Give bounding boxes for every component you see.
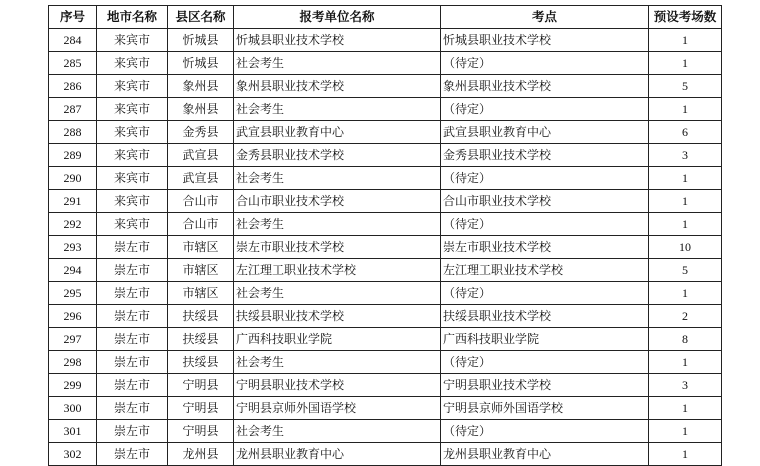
serial-no-cell: 284 xyxy=(49,29,97,52)
room-count-cell: 1 xyxy=(649,29,722,52)
header-serial-no: 序号 xyxy=(49,6,97,29)
county-name-cell: 宁明县 xyxy=(168,420,234,443)
table-row xyxy=(49,52,722,75)
table-row xyxy=(49,98,722,121)
city-name-cell: 崇左市 xyxy=(97,351,168,374)
room-count-cell: 1 xyxy=(649,190,722,213)
table-row xyxy=(49,374,722,397)
unit-name-cell: 左江理工职业技术学校 xyxy=(234,259,441,282)
city-name-cell: 来宾市 xyxy=(97,52,168,75)
header-unit-name: 报考单位名称 xyxy=(234,6,441,29)
exam-site-cell: 武宣县职业教育中心 xyxy=(441,121,649,144)
room-count-cell: 1 xyxy=(649,52,722,75)
room-count-cell: 2 xyxy=(649,305,722,328)
room-count-cell: 3 xyxy=(649,374,722,397)
exam-site-cell: 广西科技职业学院 xyxy=(441,328,649,351)
table-row xyxy=(49,305,722,328)
room-count-cell: 6 xyxy=(649,121,722,144)
exam-site-cell: 金秀县职业技术学校 xyxy=(441,144,649,167)
room-count-cell: 1 xyxy=(649,443,722,466)
exam-site-cell: （待定） xyxy=(441,351,649,374)
exam-site-cell: （待定） xyxy=(441,213,649,236)
city-name-cell: 来宾市 xyxy=(97,167,168,190)
serial-no-cell: 292 xyxy=(49,213,97,236)
table-row xyxy=(49,121,722,144)
city-name-cell: 来宾市 xyxy=(97,29,168,52)
unit-name-cell: 宁明县职业技术学校 xyxy=(234,374,441,397)
room-count-cell: 1 xyxy=(649,282,722,305)
serial-no-cell: 297 xyxy=(49,328,97,351)
unit-name-cell: 广西科技职业学院 xyxy=(234,328,441,351)
room-count-cell: 1 xyxy=(649,98,722,121)
header-room-count: 预设考场数 xyxy=(649,6,722,29)
unit-name-cell: 扶绥县职业技术学校 xyxy=(234,305,441,328)
serial-no-cell: 301 xyxy=(49,420,97,443)
serial-no-cell: 293 xyxy=(49,236,97,259)
serial-no-cell: 285 xyxy=(49,52,97,75)
unit-name-cell: 武宣县职业教育中心 xyxy=(234,121,441,144)
unit-name-cell: 象州县职业技术学校 xyxy=(234,75,441,98)
city-name-cell: 来宾市 xyxy=(97,213,168,236)
unit-name-cell: 崇左市职业技术学校 xyxy=(234,236,441,259)
county-name-cell: 宁明县 xyxy=(168,374,234,397)
exam-site-cell: （待定） xyxy=(441,420,649,443)
room-count-cell: 1 xyxy=(649,167,722,190)
table-row xyxy=(49,328,722,351)
table-row xyxy=(49,190,722,213)
table-row xyxy=(49,213,722,236)
county-name-cell: 象州县 xyxy=(168,98,234,121)
serial-no-cell: 288 xyxy=(49,121,97,144)
serial-no-cell: 296 xyxy=(49,305,97,328)
exam-site-cell: （待定） xyxy=(441,52,649,75)
exam-site-cell: 宁明县职业技术学校 xyxy=(441,374,649,397)
city-name-cell: 崇左市 xyxy=(97,236,168,259)
header-exam-site: 考点 xyxy=(441,6,649,29)
serial-no-cell: 291 xyxy=(49,190,97,213)
city-name-cell: 来宾市 xyxy=(97,190,168,213)
table-row xyxy=(49,420,722,443)
exam-site-cell: 左江理工职业技术学校 xyxy=(441,259,649,282)
unit-name-cell: 社会考生 xyxy=(234,213,441,236)
county-name-cell: 合山市 xyxy=(168,213,234,236)
table-row xyxy=(49,75,722,98)
county-name-cell: 忻城县 xyxy=(168,52,234,75)
unit-name-cell: 社会考生 xyxy=(234,52,441,75)
exam-site-cell: （待定） xyxy=(441,282,649,305)
county-name-cell: 市辖区 xyxy=(168,259,234,282)
city-name-cell: 崇左市 xyxy=(97,305,168,328)
city-name-cell: 来宾市 xyxy=(97,121,168,144)
exam-site-cell: 合山市职业技术学校 xyxy=(441,190,649,213)
county-name-cell: 忻城县 xyxy=(168,29,234,52)
exam-site-table xyxy=(48,5,722,466)
serial-no-cell: 302 xyxy=(49,443,97,466)
city-name-cell: 来宾市 xyxy=(97,98,168,121)
city-name-cell: 崇左市 xyxy=(97,420,168,443)
county-name-cell: 金秀县 xyxy=(168,121,234,144)
county-name-cell: 宁明县 xyxy=(168,397,234,420)
unit-name-cell: 社会考生 xyxy=(234,420,441,443)
exam-site-cell: 崇左市职业技术学校 xyxy=(441,236,649,259)
county-name-cell: 扶绥县 xyxy=(168,328,234,351)
unit-name-cell: 社会考生 xyxy=(234,351,441,374)
room-count-cell: 5 xyxy=(649,259,722,282)
city-name-cell: 崇左市 xyxy=(97,328,168,351)
exam-site-cell: 龙州县职业教育中心 xyxy=(441,443,649,466)
city-name-cell: 崇左市 xyxy=(97,374,168,397)
county-name-cell: 市辖区 xyxy=(168,236,234,259)
exam-site-cell: 宁明县京师外国语学校 xyxy=(441,397,649,420)
room-count-cell: 10 xyxy=(649,236,722,259)
county-name-cell: 扶绥县 xyxy=(168,305,234,328)
room-count-cell: 8 xyxy=(649,328,722,351)
city-name-cell: 崇左市 xyxy=(97,282,168,305)
county-name-cell: 合山市 xyxy=(168,190,234,213)
table-row xyxy=(49,351,722,374)
city-name-cell: 崇左市 xyxy=(97,443,168,466)
county-name-cell: 龙州县 xyxy=(168,443,234,466)
table-row xyxy=(49,259,722,282)
serial-no-cell: 294 xyxy=(49,259,97,282)
unit-name-cell: 龙州县职业教育中心 xyxy=(234,443,441,466)
exam-site-cell: 象州县职业技术学校 xyxy=(441,75,649,98)
table-row xyxy=(49,397,722,420)
serial-no-cell: 286 xyxy=(49,75,97,98)
table-header-row xyxy=(49,6,722,29)
serial-no-cell: 295 xyxy=(49,282,97,305)
table-row xyxy=(49,236,722,259)
serial-no-cell: 300 xyxy=(49,397,97,420)
county-name-cell: 扶绥县 xyxy=(168,351,234,374)
table-row xyxy=(49,443,722,466)
unit-name-cell: 金秀县职业技术学校 xyxy=(234,144,441,167)
serial-no-cell: 290 xyxy=(49,167,97,190)
city-name-cell: 来宾市 xyxy=(97,144,168,167)
exam-site-cell: 扶绥县职业技术学校 xyxy=(441,305,649,328)
unit-name-cell: 忻城县职业技术学校 xyxy=(234,29,441,52)
unit-name-cell: 社会考生 xyxy=(234,98,441,121)
serial-no-cell: 289 xyxy=(49,144,97,167)
room-count-cell: 1 xyxy=(649,213,722,236)
unit-name-cell: 合山市职业技术学校 xyxy=(234,190,441,213)
city-name-cell: 崇左市 xyxy=(97,259,168,282)
header-city-name: 地市名称 xyxy=(97,6,168,29)
serial-no-cell: 287 xyxy=(49,98,97,121)
unit-name-cell: 社会考生 xyxy=(234,167,441,190)
header-county-name: 县区名称 xyxy=(168,6,234,29)
county-name-cell: 武宣县 xyxy=(168,167,234,190)
exam-site-cell: （待定） xyxy=(441,167,649,190)
table-row xyxy=(49,282,722,305)
serial-no-cell: 298 xyxy=(49,351,97,374)
room-count-cell: 1 xyxy=(649,397,722,420)
unit-name-cell: 社会考生 xyxy=(234,282,441,305)
unit-name-cell: 宁明县京师外国语学校 xyxy=(234,397,441,420)
room-count-cell: 5 xyxy=(649,75,722,98)
exam-site-cell: （待定） xyxy=(441,98,649,121)
table-body xyxy=(49,29,722,466)
room-count-cell: 1 xyxy=(649,420,722,443)
table-row xyxy=(49,144,722,167)
table-row xyxy=(49,29,722,52)
county-name-cell: 象州县 xyxy=(168,75,234,98)
city-name-cell: 崇左市 xyxy=(97,397,168,420)
serial-no-cell: 299 xyxy=(49,374,97,397)
county-name-cell: 武宣县 xyxy=(168,144,234,167)
room-count-cell: 1 xyxy=(649,351,722,374)
exam-site-cell: 忻城县职业技术学校 xyxy=(441,29,649,52)
city-name-cell: 来宾市 xyxy=(97,75,168,98)
county-name-cell: 市辖区 xyxy=(168,282,234,305)
table-row xyxy=(49,167,722,190)
room-count-cell: 3 xyxy=(649,144,722,167)
